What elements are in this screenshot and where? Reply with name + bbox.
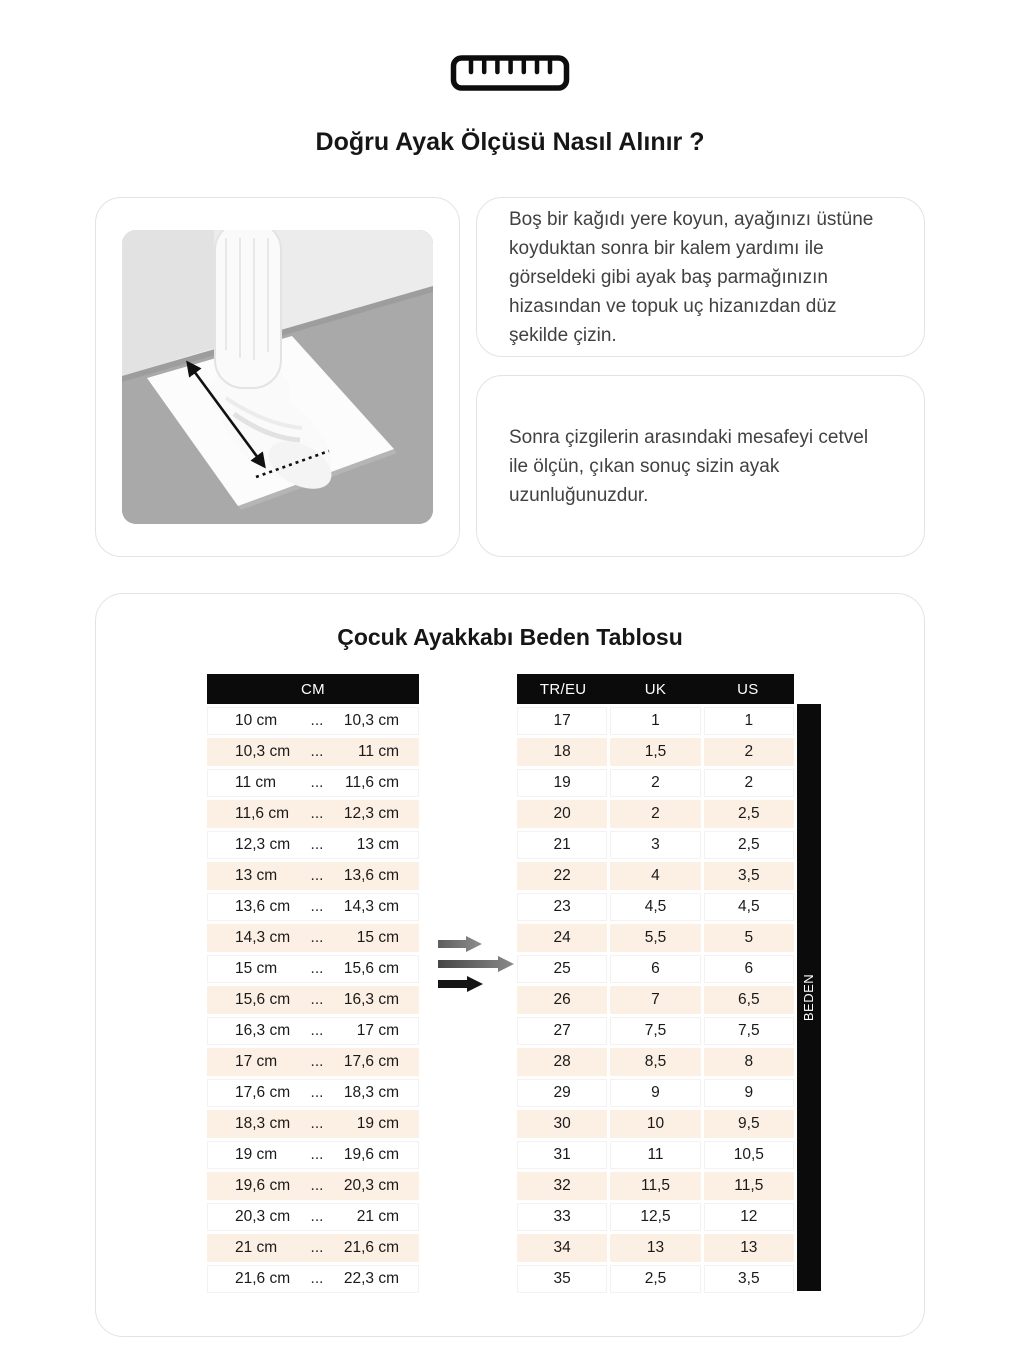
cm-from-value: 19,6 cm	[235, 1177, 291, 1194]
sizes-column-header: TR/EU	[539, 680, 587, 698]
cm-to-value: 17 cm	[356, 1022, 399, 1039]
page-title: Doğru Ayak Ölçüsü Nasıl Alınır ?	[315, 128, 705, 156]
size-cell: 30	[517, 1110, 607, 1138]
size-cell: 3,5	[704, 1265, 794, 1293]
cm-to-value: 20,3 cm	[343, 1177, 399, 1194]
size-cell: 11,5	[704, 1172, 794, 1200]
cm-from-value: 21 cm	[235, 1239, 278, 1256]
cm-from-value: 13,6 cm	[235, 898, 291, 915]
cm-range-row	[207, 1234, 419, 1262]
size-cell: 20	[517, 800, 607, 828]
size-cell: 2,5	[610, 1265, 700, 1293]
range-dots: ...	[310, 1177, 324, 1194]
cm-from-value: 19 cm	[235, 1146, 278, 1163]
size-cell: 29	[517, 1079, 607, 1107]
size-cell: 1	[704, 707, 794, 735]
size-cell: 22	[517, 862, 607, 890]
range-dots: ...	[310, 712, 324, 729]
size-cell: 6,5	[704, 986, 794, 1014]
size-row	[517, 986, 794, 1014]
range-dots: ...	[310, 1084, 324, 1101]
range-dots: ...	[310, 1053, 324, 1070]
size-cell: 35	[517, 1265, 607, 1293]
size-row	[517, 1141, 794, 1169]
size-row	[517, 1234, 794, 1262]
range-dots: ...	[310, 1146, 324, 1163]
cm-to-value: 16,3 cm	[343, 991, 399, 1008]
cm-from-value: 17,6 cm	[235, 1084, 291, 1101]
convert-arrows-icon	[438, 928, 514, 996]
cm-range-row	[207, 1141, 419, 1169]
cm-range-row	[207, 831, 419, 859]
size-cell: 5,5	[610, 924, 700, 952]
size-cell: 27	[517, 1017, 607, 1045]
foot-measure-photo-card	[95, 197, 460, 557]
size-cell: 10	[610, 1110, 700, 1138]
size-cell: 17	[517, 707, 607, 735]
size-cell: 9	[704, 1079, 794, 1107]
cm-range-row	[207, 1172, 419, 1200]
size-cell: 2	[610, 769, 700, 797]
range-dots: ...	[310, 991, 324, 1008]
range-dots: ...	[310, 898, 324, 915]
size-cell: 10,5	[704, 1141, 794, 1169]
sizes-table-rows	[517, 707, 794, 1293]
size-cell: 3	[610, 831, 700, 859]
cm-to-value: 18,3 cm	[343, 1084, 399, 1101]
ruler-icon	[0, 0, 1020, 92]
size-cell: 28	[517, 1048, 607, 1076]
size-cell: 31	[517, 1141, 607, 1169]
cm-range-row	[207, 1017, 419, 1045]
cm-from-value: 11,6 cm	[235, 805, 289, 822]
cm-from-value: 15 cm	[235, 960, 278, 977]
range-dots: ...	[310, 867, 324, 884]
size-cell: 8	[704, 1048, 794, 1076]
cm-to-value: 19 cm	[356, 1115, 399, 1132]
cm-range-row	[207, 1079, 419, 1107]
size-row	[517, 738, 794, 766]
cm-range-row	[207, 769, 419, 797]
size-cell: 23	[517, 893, 607, 921]
size-cell: 2,5	[704, 831, 794, 859]
measure-guide-section	[95, 197, 925, 557]
size-row	[517, 1110, 794, 1138]
size-cell: 13	[610, 1234, 700, 1262]
size-row	[517, 893, 794, 921]
size-cell: 2	[704, 769, 794, 797]
size-cell: 2	[610, 800, 700, 828]
range-dots: ...	[310, 929, 324, 946]
size-cell: 32	[517, 1172, 607, 1200]
size-cell: 9,5	[704, 1110, 794, 1138]
size-row	[517, 1265, 794, 1293]
size-row	[517, 831, 794, 859]
cm-to-value: 11 cm	[357, 743, 399, 760]
cm-range-row	[207, 862, 419, 890]
size-row	[517, 1203, 794, 1231]
size-row	[517, 1172, 794, 1200]
cm-to-value: 15,6 cm	[343, 960, 399, 977]
beden-side-label: BEDEN	[797, 704, 821, 1291]
cm-to-value: 10,3 cm	[343, 712, 399, 729]
size-cell: 2	[704, 738, 794, 766]
size-cell: 5	[704, 924, 794, 952]
range-dots: ...	[310, 1270, 324, 1287]
size-cell: 33	[517, 1203, 607, 1231]
cm-from-value: 16,3 cm	[235, 1022, 291, 1039]
size-row	[517, 1017, 794, 1045]
instruction-step-2: Sonra çizgilerin arasındaki mesafeyi cetvel ile ölçün, çıkan sonuç sizin ayak uzunluğunuzdur.	[476, 375, 925, 557]
size-cell: 7	[610, 986, 700, 1014]
size-chart-card	[95, 593, 925, 1337]
size-row	[517, 707, 794, 735]
sizes-column-header: UK	[644, 680, 667, 698]
size-cell: 12,5	[610, 1203, 700, 1231]
range-dots: ...	[310, 1239, 324, 1256]
size-cell: 1	[610, 707, 700, 735]
size-row	[517, 862, 794, 890]
cm-to-value: 19,6 cm	[343, 1146, 399, 1163]
cm-from-value: 13 cm	[235, 867, 278, 884]
size-row	[517, 1079, 794, 1107]
cm-to-value: 21,6 cm	[343, 1239, 399, 1256]
size-row	[517, 769, 794, 797]
range-dots: ...	[310, 1115, 324, 1132]
cm-range-row	[207, 707, 419, 735]
size-cell: 7,5	[610, 1017, 700, 1045]
size-cell: 19	[517, 769, 607, 797]
cm-from-value: 21,6 cm	[235, 1270, 291, 1287]
size-cell: 34	[517, 1234, 607, 1262]
cm-to-value: 13,6 cm	[343, 867, 399, 884]
cm-range-row	[207, 986, 419, 1014]
size-cell: 24	[517, 924, 607, 952]
sizes-column-header: US	[737, 680, 759, 698]
size-cell: 6	[610, 955, 700, 983]
cm-to-value: 12,3 cm	[343, 805, 399, 822]
foot-measure-photo	[122, 230, 433, 524]
size-row	[517, 924, 794, 952]
cm-from-value: 20,3 cm	[235, 1208, 291, 1225]
size-cell: 26	[517, 986, 607, 1014]
cm-table-rows	[207, 707, 419, 1293]
instruction-step-1: Boş bir kağıdı yere koyun, ayağınızı üstüne koyduktan sonra bir kalem yardımı ile görseldeki gibi ayak baş parmağınızın hizasından ve topuk uç hizanızdan düz şekilde çizin.	[476, 197, 925, 357]
size-cell: 9	[610, 1079, 700, 1107]
size-cell: 4,5	[704, 893, 794, 921]
cm-to-value: 22,3 cm	[343, 1270, 399, 1287]
cm-range-row	[207, 893, 419, 921]
size-cell: 11	[610, 1141, 700, 1169]
size-cell: 2,5	[704, 800, 794, 828]
cm-from-value: 10,3 cm	[235, 743, 291, 760]
cm-from-value: 12,3 cm	[235, 836, 291, 853]
size-cell: 4	[610, 862, 700, 890]
size-cell: 8,5	[610, 1048, 700, 1076]
cm-from-value: 10 cm	[235, 712, 278, 729]
cm-range-row	[207, 1203, 419, 1231]
size-cell: 25	[517, 955, 607, 983]
range-dots: ...	[310, 1022, 324, 1039]
cm-range-row	[207, 800, 419, 828]
cm-to-value: 14,3 cm	[343, 898, 399, 915]
cm-from-value: 14,3 cm	[235, 929, 291, 946]
cm-from-value: 18,3 cm	[235, 1115, 291, 1132]
size-row	[517, 1048, 794, 1076]
cm-table-header: CM	[207, 674, 419, 704]
range-dots: ...	[310, 960, 324, 977]
cm-to-value: 15 cm	[356, 929, 399, 946]
cm-range-row	[207, 1265, 419, 1293]
sizes-table-header	[517, 674, 794, 704]
cm-range-row	[207, 1048, 419, 1076]
size-cell: 11,5	[610, 1172, 700, 1200]
cm-from-value: 17 cm	[235, 1053, 278, 1070]
instruction-notes	[476, 197, 925, 557]
size-chart-title: Çocuk Ayakkabı Beden Tablosu	[337, 624, 683, 650]
sizes-table	[517, 674, 794, 1296]
cm-range-row	[207, 1110, 419, 1138]
cm-to-value: 21 cm	[356, 1208, 399, 1225]
size-cell: 4,5	[610, 893, 700, 921]
size-cell: 21	[517, 831, 607, 859]
size-row	[517, 800, 794, 828]
range-dots: ...	[310, 1208, 324, 1225]
range-dots: ...	[310, 836, 324, 853]
size-cell: 7,5	[704, 1017, 794, 1045]
cm-to-value: 13 cm	[356, 836, 399, 853]
cm-range-row	[207, 924, 419, 952]
range-dots: ...	[310, 743, 324, 760]
size-cell: 18	[517, 738, 607, 766]
cm-to-value: 11,6 cm	[345, 774, 399, 791]
cm-table	[207, 674, 419, 1296]
range-dots: ...	[310, 774, 324, 791]
size-cell: 13	[704, 1234, 794, 1262]
size-cell: 6	[704, 955, 794, 983]
range-dots: ...	[310, 805, 324, 822]
size-row	[517, 955, 794, 983]
size-cell: 1,5	[610, 738, 700, 766]
size-cell: 12	[704, 1203, 794, 1231]
cm-range-row	[207, 955, 419, 983]
cm-to-value: 17,6 cm	[343, 1053, 399, 1070]
cm-range-row	[207, 738, 419, 766]
cm-from-value: 11 cm	[235, 774, 277, 791]
size-cell: 3,5	[704, 862, 794, 890]
cm-from-value: 15,6 cm	[235, 991, 291, 1008]
